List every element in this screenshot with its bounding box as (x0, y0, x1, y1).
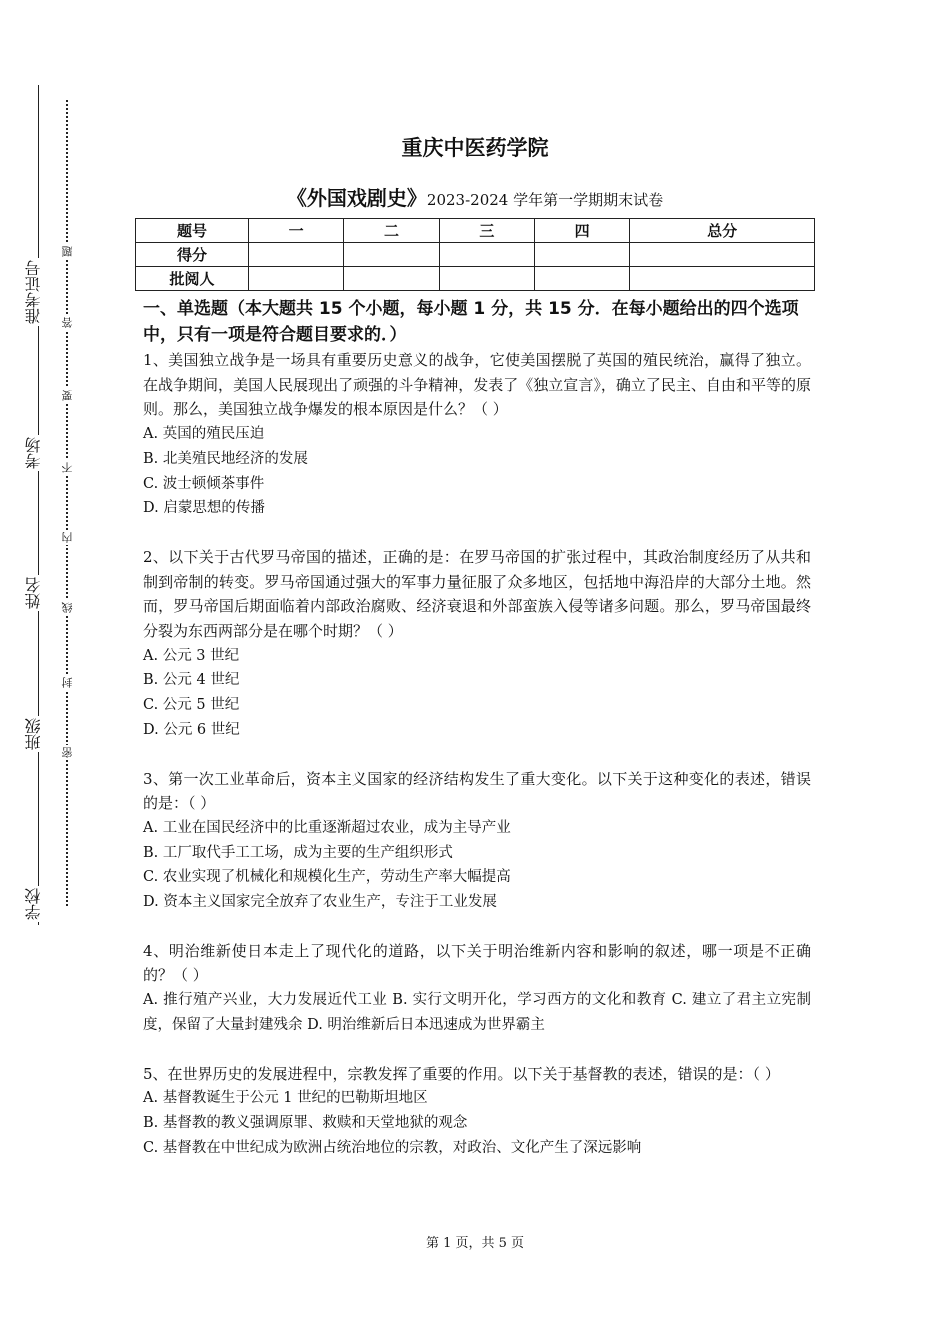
question-option: A. 工业在国民经济中的比重逐渐超过农业，成为主导产业 (143, 819, 511, 836)
score-table-header-cell: 一 (249, 219, 344, 243)
score-table-header-cell: 总分 (630, 219, 815, 243)
question-option: C. 农业实现了机械化和规模化生产，劳动生产率大幅提高 (143, 869, 511, 886)
seal-char: 封 (61, 677, 74, 688)
score-table-header-row (136, 219, 815, 243)
seal-char: 答 (61, 317, 74, 328)
seal-char: 题 (61, 246, 74, 257)
seal-dotted-line (66, 100, 68, 906)
class-label: 班级 (24, 718, 43, 750)
question-option: C. 波士顿倾茶事件 (143, 475, 265, 492)
grader-cell[interactable] (344, 267, 439, 291)
question-option: D. 启蒙思想的传播 (143, 500, 265, 517)
question-stem: 2、以下关于古代罗马帝国的描述，正确的是：在罗马帝国的扩张过程中，其政治制度经历了从共和制到帝制的转变。罗马帝国通过强大的军事力量征服了众多地区，包括地中海沿岸的大部分土地。然而，罗马帝国后期面临着内部政治腐败、经济衰退和外部蛮族入侵等诸多问题。那么，罗马帝国最终分裂为东西两部分是在哪个时期？（ ） (143, 547, 811, 641)
seal-char: 内 (61, 532, 74, 543)
question (143, 545, 811, 743)
question-option: D. 公元 6 世纪 (143, 721, 240, 738)
grader-cell[interactable] (249, 267, 344, 291)
name-label: 姓名 (24, 577, 43, 609)
grader-row-label: 批阅人 (136, 267, 249, 291)
question-stem: 3、第一次工业革命后，资本主义国家的经济结构发生了重大变化。以下关于这种变化的表述，错误的是：（ ） (143, 769, 811, 813)
grader-cell[interactable] (534, 267, 629, 291)
seal-char: 线 (61, 602, 74, 613)
score-cell[interactable] (344, 243, 439, 267)
score-table-header-cell: 三 (439, 219, 534, 243)
school-label: 学校 (24, 888, 43, 920)
question-option: A. 英国的殖民压迫 (143, 426, 265, 443)
score-table-header-cell: 题号 (136, 219, 249, 243)
question-option: C. 基督教在中世纪成为欧洲占统治地位的宗教，对政治、文化产生了深远影响 (143, 1139, 642, 1156)
question (143, 767, 811, 915)
score-cell[interactable] (439, 243, 534, 267)
question-option: B. 北美殖民地经济的发展 (143, 450, 308, 467)
exam-term: 2023-2024 学年第一学期期末试卷 (426, 191, 664, 209)
score-row-label: 得分 (136, 243, 249, 267)
question-stem: 4、明治维新使日本走上了现代化的道路，以下关于明治维新内容和影响的叙述，哪一项是不正确的？（ ） (143, 941, 811, 985)
seal-char: 不 (61, 462, 74, 473)
question-option: B. 工厂取代手工工场，成为主要的生产组织形式 (143, 844, 453, 861)
score-table-header-cell: 二 (344, 219, 439, 243)
score-cell[interactable] (630, 243, 815, 267)
seal-char: 密 (61, 747, 74, 758)
question-option: B. 公元 4 世纪 (143, 672, 240, 689)
question-option: A. 基督教诞生于公元 1 世纪的巴勒斯坦地区 (143, 1090, 428, 1107)
question-option: C. 公元 5 世纪 (143, 697, 240, 714)
score-table-header-cell: 四 (534, 219, 629, 243)
seal-char: 要 (61, 390, 74, 401)
question-option: A. 公元 3 世纪 (143, 647, 240, 664)
score-table (135, 218, 815, 291)
exam-content (143, 296, 811, 1184)
question-stem: 5、在世界历史的发展进程中，宗教发挥了重要的作用。以下关于基督教的表述，错误的是：（ ） (143, 1064, 780, 1083)
exam-subtitle (0, 182, 950, 211)
question-option: B. 基督教的教义强调原罪、救赎和天堂地狱的观念 (143, 1114, 468, 1131)
question (143, 1062, 811, 1161)
section-title: 一、单选题（本大题共 15 个小题，每小题 1 分，共 15 分．在每小题给出的四个选项中，只有一项是符合题目要求的．） (143, 299, 799, 345)
score-cell[interactable] (534, 243, 629, 267)
binding-line (38, 85, 39, 925)
question-option: A. 推行殖产兴业，大力发展近代工业 B. 实行文明开化，学习西方的文化和教育 C. 建立了君主立宪制度，保留了大量封建残余 D. 明治维新后日本迅速成为世界霸主 (143, 992, 811, 1033)
question-stem: 1、美国独立战争是一场具有重要历史意义的战争，它使美国摆脱了英国的殖民统治，赢得了独立。在战争期间，美国人民展现出了顽强的斗争精神，发表了《独立宣言》，确立了民主、自由和平等的原则。那么，美国独立战争爆发的根本原因是什么？（ ） (143, 351, 811, 419)
grader-row (136, 267, 815, 291)
exam-room-label: 考场 (24, 437, 43, 469)
question (143, 939, 811, 1038)
course-title: 《外国戏剧史》 (286, 186, 427, 210)
question-option: D. 资本主义国家完全放弃了农业生产，专注于工业发展 (143, 894, 497, 911)
grader-cell[interactable] (630, 267, 815, 291)
score-cell[interactable] (249, 243, 344, 267)
school-title: 重庆中医药学院 (401, 136, 549, 160)
grader-cell[interactable] (439, 267, 534, 291)
question (143, 348, 811, 521)
page-number: 第 1 页，共 5 页 (425, 1236, 525, 1251)
exam-id-label: 准考证号 (24, 260, 43, 324)
score-row (136, 243, 815, 267)
